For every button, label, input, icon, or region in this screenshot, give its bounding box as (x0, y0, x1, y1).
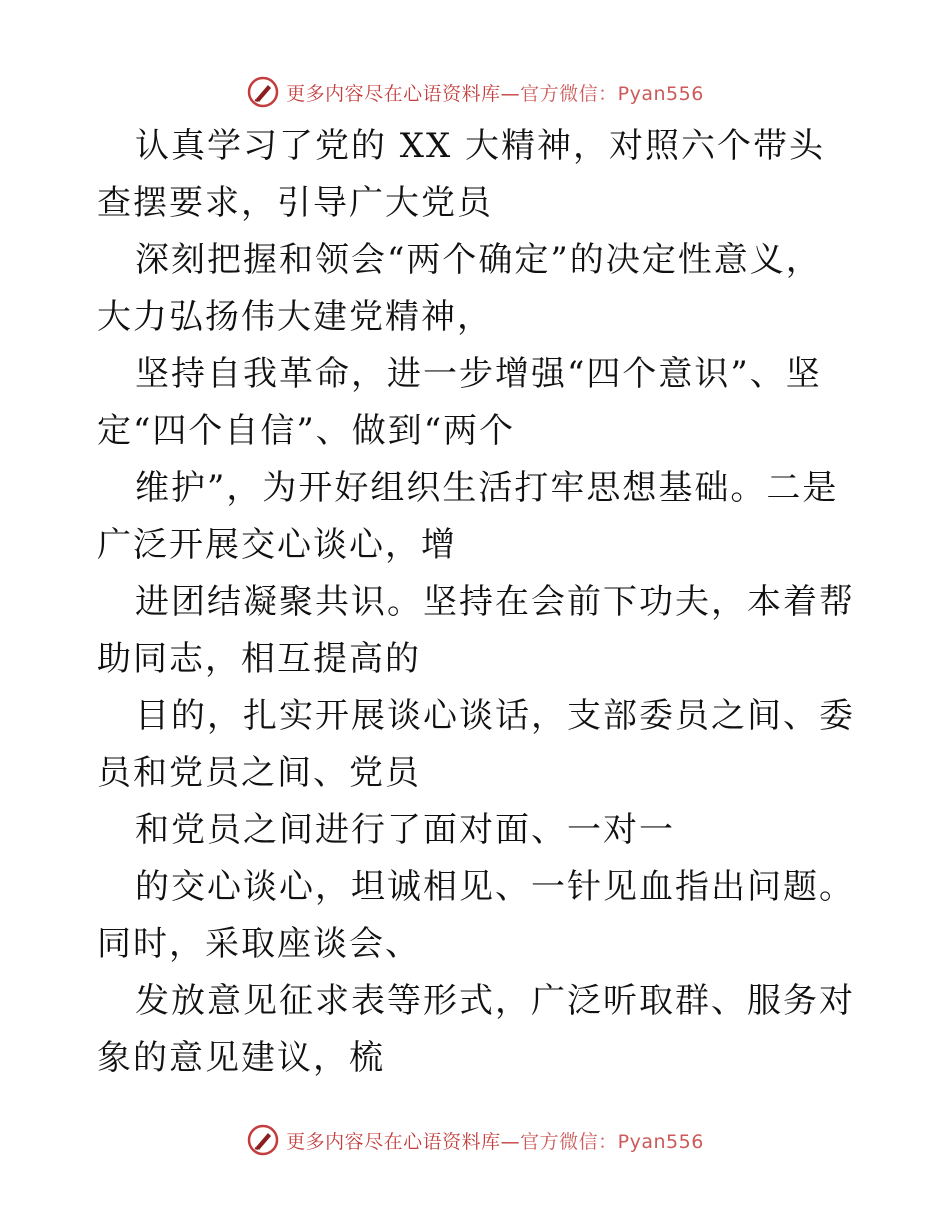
banner-separator: — (500, 1130, 521, 1153)
paragraph: 和党员之间进行了面对面、一对一 (135, 810, 675, 850)
banner-wechat-text: 官方微信：Pyan556 (520, 1130, 704, 1153)
paragraph: 进团结凝聚共识。坚持在会前下功夫，本着帮助同志，相互提高的 (97, 582, 855, 679)
paragraph: 坚持自我革命，进一步增强“四个意识”、坚定“四个自信”、做到“两个 (97, 354, 822, 451)
banner-main-text: 更多内容尽在心语资料库 (286, 82, 501, 105)
paragraph: 目的，扎实开展谈心谈话，支部委员之间、委员和党员之间、党员 (97, 696, 855, 793)
banner-main-text: 更多内容尽在心语资料库 (286, 1130, 501, 1153)
document-body (97, 118, 857, 1087)
paragraph: 的交心谈心，坦诚相见、一针见血指出问题。同时，采取座谈会、 (97, 867, 855, 964)
paragraph: 认真学习了党的 XX 大精神，对照六个带头查摆要求，引导广大党员 (97, 126, 826, 223)
pen-nib-logo-icon (246, 1123, 280, 1157)
header-banner (0, 72, 950, 112)
banner-separator: — (500, 82, 521, 105)
paragraph: 发放意见征求表等形式，广泛听取群、服务对象的意见建议，梳 (97, 981, 855, 1078)
pen-nib-logo-icon (246, 75, 280, 109)
paragraph: 深刻把握和领会“两个确定”的决定性意义，大力弘扬伟大建党精神， (97, 240, 822, 337)
footer-banner (0, 1120, 950, 1160)
paragraph: 维护”，为开好组织生活打牢思想基础。二是广泛开展交心谈心，增 (97, 468, 839, 565)
banner-text (286, 1127, 704, 1154)
banner-wechat-text: 官方微信：Pyan556 (520, 82, 704, 105)
banner-text (286, 79, 704, 106)
